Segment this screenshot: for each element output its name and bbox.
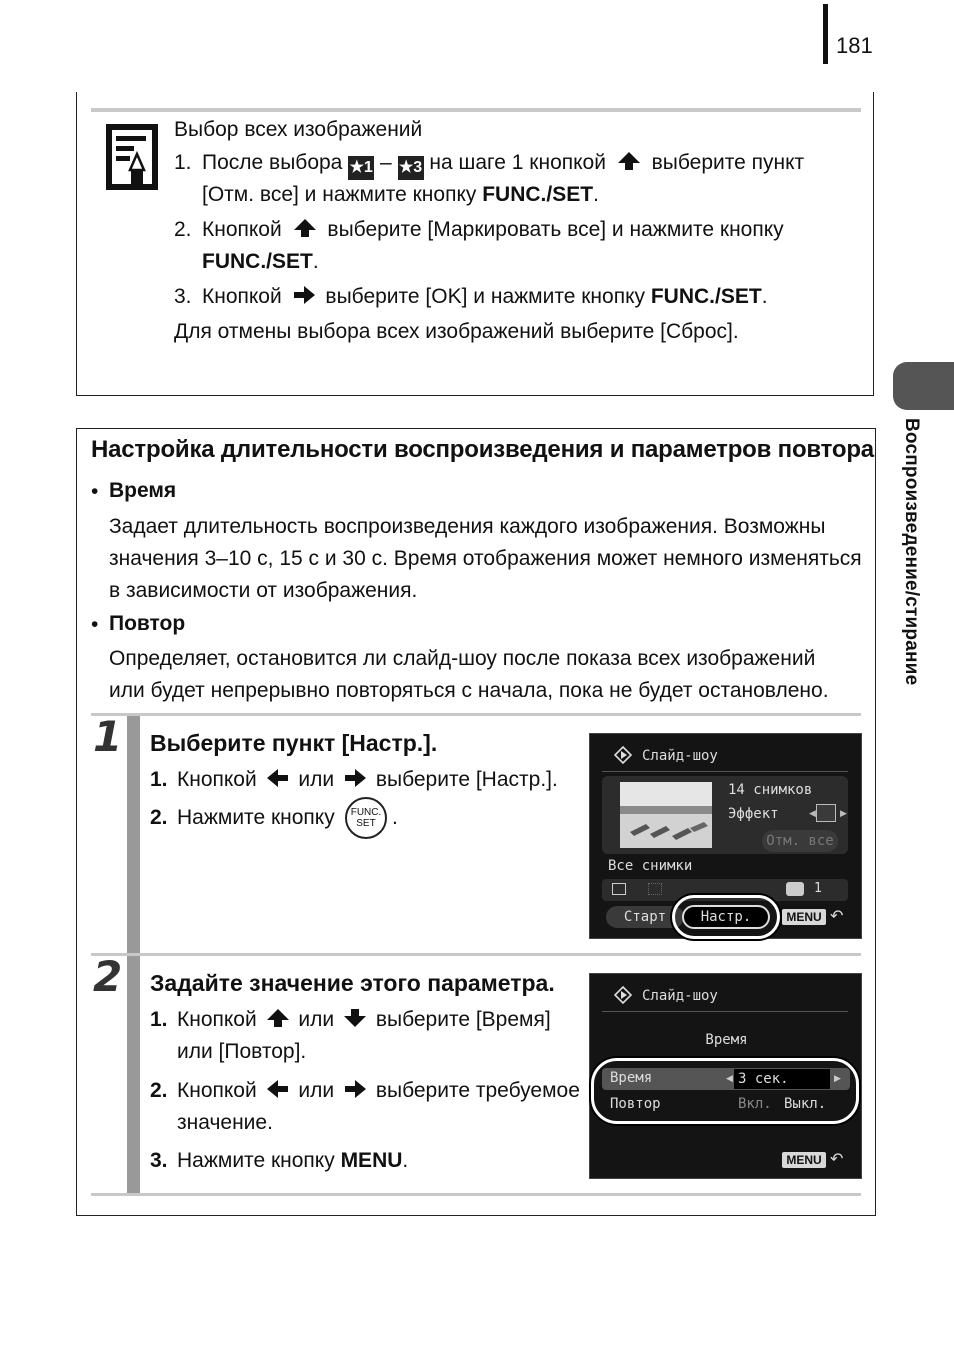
all-images-icon[interactable] [612, 883, 626, 895]
step1-top-divider [91, 713, 861, 716]
step1-sub1-text-b: выберите [Настр.]. [375, 768, 558, 791]
note-step2-line1 [202, 218, 784, 242]
arrow-left-icon [266, 768, 290, 788]
step1-title: Выберите пункт [Настр.]. [150, 730, 438, 756]
step2-bar [127, 956, 140, 1194]
step2-number: 2 [93, 952, 123, 1001]
side-tab-label: Воспроизведение/стирание [901, 418, 922, 686]
func-set-label: FUNC./SET [482, 183, 594, 206]
note-step3-line1 [202, 285, 768, 309]
note-title: Выбор всех изображений [174, 118, 423, 141]
screen1-title: Слайд-шоу [642, 748, 718, 764]
note-step1-line1 [202, 151, 804, 180]
page-number-bar [823, 4, 828, 64]
screen2-subtitle: Время [705, 1032, 748, 1048]
memo-icon [104, 122, 160, 192]
step1-sub1-text-a: Кнопкой [177, 768, 257, 791]
bullet-dot: • [91, 480, 99, 503]
menu-label: MENU [340, 1149, 403, 1172]
note-step3-number: 3. [174, 285, 192, 308]
note-step1-number: 1. [174, 151, 192, 174]
return-arrow-icon: ↶ [830, 908, 844, 925]
time-row[interactable] [602, 1068, 850, 1090]
camera-screen-2 [589, 973, 862, 1179]
side-tab [893, 362, 954, 410]
step1-bar [127, 716, 140, 953]
time-right-arrow-icon[interactable]: ▶ [834, 1073, 841, 1083]
screen1-all-images: Все снимки [608, 858, 693, 874]
bullet2-line1: Определяет, остановится ли слайд-шоу после показа всех изображений [109, 647, 816, 670]
arrow-right-icon [292, 285, 316, 305]
start-button[interactable]: Старт [606, 906, 684, 928]
bullet2-title: Повтор [109, 612, 186, 635]
section-heading: Настройка длительности воспроизведения и параметров повтора [91, 436, 874, 463]
step2-sub2-text-a: Кнопкой [177, 1079, 257, 1102]
step2-sub1-line1 [177, 1008, 551, 1032]
step2-sub2-number: 2. [150, 1079, 168, 1102]
note-step1-text-b: на шаге 1 кнопкой [429, 151, 606, 174]
star-1-icon: ★1 [348, 156, 374, 180]
period: . [593, 183, 599, 206]
arrow-right-icon [343, 768, 367, 788]
period: . [761, 285, 768, 308]
repeat-off-option[interactable]: Выкл. [784, 1096, 827, 1112]
step2-title: Задайте значение этого параметра. [150, 970, 555, 996]
step2-sub2-text-b: выберите требуемое [375, 1079, 580, 1102]
note-step3-text-a: Кнопкой [202, 285, 282, 308]
return-arrow-icon: ↶ [830, 1151, 844, 1168]
step2-sub1-text-a: Кнопкой [177, 1008, 257, 1031]
screen2-title: Слайд-шоу [642, 988, 718, 1004]
step1-sub2-number: 2. [150, 806, 168, 829]
note-step1-dash: – [380, 151, 392, 174]
note-step2-line2 [202, 250, 319, 274]
effect-right-arrow-icon[interactable]: ▶ [840, 808, 847, 818]
step1-sub2-text: Нажмите кнопку [177, 806, 335, 829]
beach-thumbnail-image [620, 782, 712, 848]
arrow-up-icon [616, 151, 642, 171]
note-step1-line2 [202, 183, 599, 207]
note-step1-text-a: После выбора [202, 151, 343, 174]
screen1-divider [602, 771, 848, 772]
step2-sub2-or: или [298, 1079, 335, 1102]
time-left-arrow-icon[interactable]: ◀ [726, 1073, 733, 1083]
step2-sub1-text-b: выберите [Время] [375, 1008, 551, 1031]
effect-left-arrow-icon[interactable]: ◀ [809, 808, 816, 818]
func-set-label: FUNC./SET [202, 250, 313, 273]
arrow-up-icon [266, 1008, 290, 1028]
time-value[interactable]: 3 сек. [734, 1069, 830, 1089]
bullet1-line3: в зависимости от изображения. [109, 579, 418, 602]
menu-button-icon[interactable]: MENU [782, 1152, 826, 1168]
bullet1-line2: значения 3–10 с, 15 с и 30 с. Время отображения может немного изменяться [109, 547, 862, 570]
bullet1-line1: Задает длительность воспроизведения каждого изображения. Возможны [109, 515, 826, 538]
screen2-divider [602, 1011, 848, 1012]
step2-sub1-or: или [298, 1008, 335, 1031]
slideshow-icon [614, 986, 632, 1004]
note-step2-text-b: выберите [Маркировать все] и нажмите кнопку [327, 218, 784, 241]
func-label: FUNC. [350, 807, 382, 818]
step1-sub1-number: 1. [150, 768, 168, 791]
repeat-row[interactable] [602, 1094, 850, 1116]
step1-sub2-period: . [392, 806, 398, 829]
arrow-left-icon [266, 1079, 290, 1099]
date-icon[interactable] [648, 883, 662, 895]
func-set-button-icon [345, 797, 387, 839]
time-label: Время [610, 1070, 653, 1086]
cancel-all-button[interactable]: Отм. все [762, 830, 838, 852]
step2-top-divider [91, 953, 861, 956]
repeat-label: Повтор [610, 1096, 661, 1112]
camera-icon[interactable] [786, 882, 804, 896]
step1-number: 1 [93, 712, 123, 761]
page-number: 181 [836, 33, 873, 58]
step2-sub1-number: 1. [150, 1008, 168, 1031]
note-step1-text-d: [Отм. все] и нажмите кнопку [202, 183, 477, 206]
step2-bottom-divider [91, 1193, 861, 1196]
camera-screen-1 [589, 733, 862, 939]
menu-button-icon[interactable]: MENU [782, 909, 826, 925]
step1-sub1-line [177, 768, 558, 792]
step2-sub2-line1 [177, 1079, 580, 1103]
screen1-effect-label: Эффект [728, 806, 779, 822]
note-step3-text-b: выберите [OK] и нажмите кнопку [325, 285, 645, 308]
note-step2-text-a: Кнопкой [202, 218, 282, 241]
period: . [312, 250, 319, 273]
bullet2-line2: или будет непрерывно повторяться с начала, пока не будет остановлено. [109, 679, 829, 702]
step2-sub1-line2: или [Повтор]. [177, 1040, 307, 1063]
period: . [402, 1149, 409, 1172]
arrow-down-icon [343, 1008, 367, 1028]
step2-sub2-line2: значение. [177, 1111, 273, 1134]
repeat-on-option[interactable]: Вкл. [738, 1096, 772, 1112]
note-top-divider [91, 108, 861, 112]
note-step2-number: 2. [174, 218, 192, 241]
step2-sub3-number: 3. [150, 1149, 168, 1172]
step1-sub1-or: или [298, 768, 335, 791]
slideshow-icon [614, 746, 632, 764]
my-category-count: 1 [814, 881, 822, 896]
arrow-right-icon [343, 1079, 367, 1099]
setup-button[interactable]: Настр. [682, 905, 770, 929]
step2-sub3-line [177, 1149, 408, 1173]
bullet-dot: • [91, 613, 99, 636]
effect-icon[interactable] [816, 804, 836, 822]
note-footer: Для отмены выбора всех изображений выберите [Сброс]. [174, 320, 739, 343]
set-label: SET [356, 818, 376, 829]
star-3-icon: ★3 [398, 156, 424, 180]
highlight-ring [672, 895, 780, 939]
screen1-image-count: 14 снимков [728, 782, 813, 798]
note-step1-text-c: выберите пункт [651, 151, 805, 174]
step2-sub3-text: Нажмите кнопку [177, 1149, 335, 1172]
func-set-label: FUNC./SET [650, 285, 762, 308]
arrow-up-icon [292, 218, 318, 238]
bullet1-title: Время [109, 479, 177, 502]
